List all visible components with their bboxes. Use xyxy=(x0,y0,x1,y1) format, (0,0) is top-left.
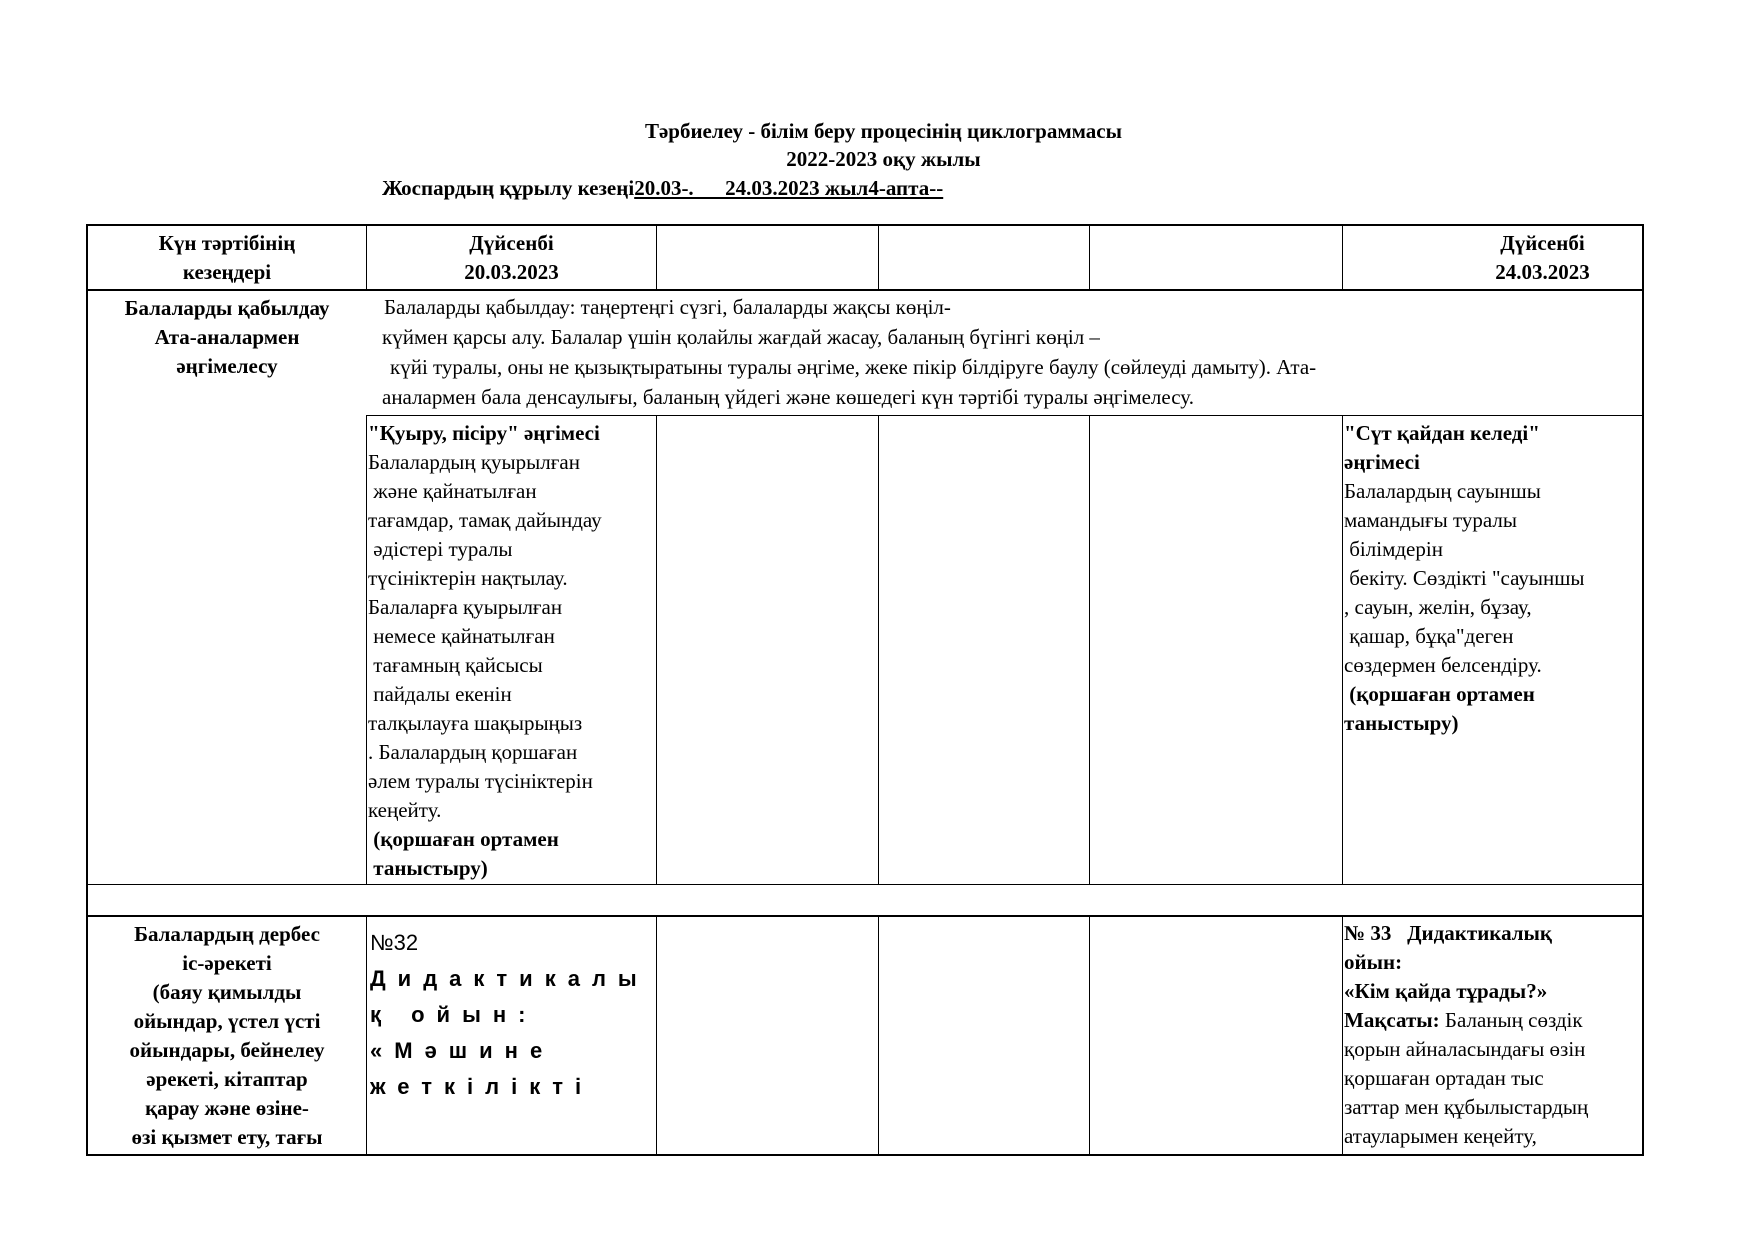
friday-talk-area: (қоршаған ортамен xyxy=(1344,682,1535,706)
header-cell-monday: Дүйсенбі 20.03.2023 xyxy=(464,231,559,284)
monday-talk-area: (қоршаған ортамен xyxy=(368,827,559,851)
plan-period-label: Жоспардың құрылу кезеңі xyxy=(382,176,635,200)
friday-game-cell: № 33 Дидактикалық ойын: «Кім қайда тұрады?» Мақсаты: Баланың сөздік қорын айналасындағы өзін қоршаған ортадан тыс заттар мен құбылыстардың атауларымен кеңейту, xyxy=(1344,919,1641,1151)
document-title: Тәрбиелеу - білім беру процесінің циклограммасы xyxy=(644,119,1123,143)
header-cell-periods: Күн тәртібінің кезеңдері xyxy=(158,231,296,284)
row-label-reception: Балаларды қабылдау Ата-аналармен әңгімелесу xyxy=(124,296,330,378)
plan-period-value: 20.03-. 24.03.2023 жыл4-апта-- xyxy=(634,176,944,200)
friday-talk-cell: "Сүт қайдан келеді" әңгімесі Балалардың сауыншы мамандығы туралы білімдерін бекіту. Сөздікті "сауыншы , сауын, желін, бұзау, қашар, бұқа"деген сөздермен белсендіру. (қоршаған ортамен таныстыру) xyxy=(1344,419,1641,738)
header-cell-friday: Дүйсенбі 24.03.2023 xyxy=(1495,231,1590,284)
monday-game-cell: №32 Дидактикалы қ ойын: «Мәшине жеткілікті xyxy=(370,925,656,1105)
monday-game-number: №32 xyxy=(370,930,419,955)
friday-game-goal-label: Мақсаты: xyxy=(1344,1008,1440,1032)
row-label-independent-activity: Балалардың дербес іс-әрекеті (баяу қимылды ойындар, үстел үсті ойындары, бейнелеу әрекеті, кітаптар қарау және өзіне- өзі қызмет ету, тағы xyxy=(129,922,325,1149)
monday-talk-title: "Қуыру, пісіру" әңгімесі xyxy=(368,421,600,445)
friday-talk-title: "Сүт қайдан келеді" xyxy=(1344,421,1540,445)
monday-talk-cell: "Қуыру, пісіру" әңгімесі Балалардың қуырылған және қайнатылған тағамдар, тамақ дайындау әдістері туралы түсініктерін нақтылау. Балаларға қуырылған немесе қайнатылған тағамның қайсысы пайдалы екенін талқылауға шақырыңыз . Балалардың қоршаған әлем туралы түсініктерін кеңейту. (қоршаған ортамен таныстыру) xyxy=(368,419,656,883)
academic-year: 2022-2023 оқу жылы xyxy=(786,147,981,171)
plan-period xyxy=(382,174,943,202)
reception-description: Балаларды қабылдау: таңертеңгі сүзгі, балаларды жақсы көңіл- күймен қарсы алу. Балалар үшін қолайлы жағдай жасау, баланың бүгінгі көңіл – күйі туралы, оны не қызықтыратыны туралы әңгіме, жеке пікір білдіруге баулу (сөйлеуді дамыту). Ата- аналармен бала денсаулығы, баланың үйдегі және көшедегі күн тәртібі туралы әңгімелесу. xyxy=(382,295,1317,409)
friday-game-title: № 33 Дидактикалық xyxy=(1344,921,1553,945)
